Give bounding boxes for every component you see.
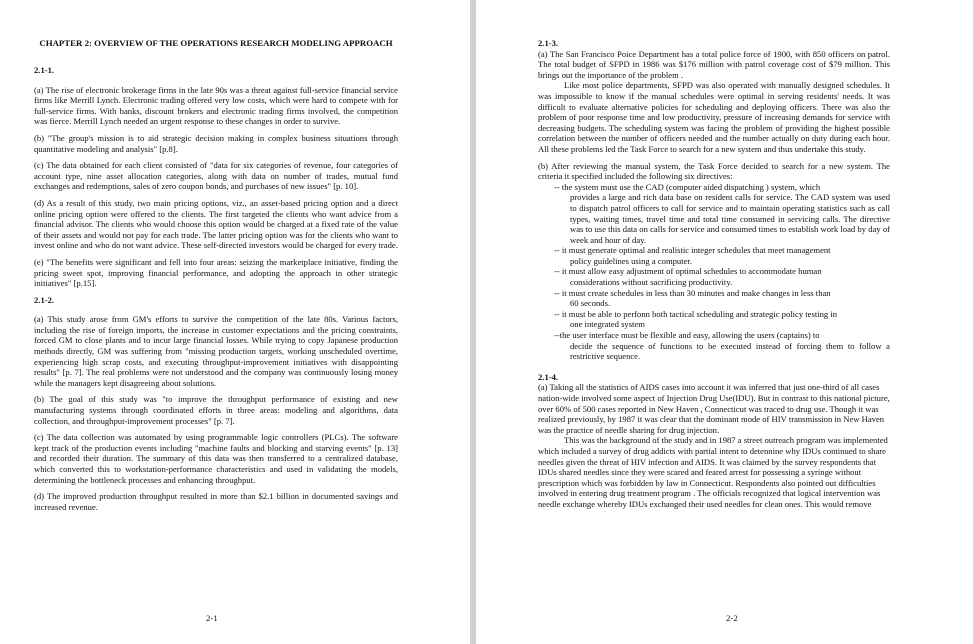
directive-head: -- it must create schedules in less than 30 minutes and make changes in less than bbox=[554, 287, 831, 298]
page-right-content bbox=[538, 38, 890, 516]
paragraph-2-1-4-a-continued: This was the background of the study and in 1987 a street outreach program was implemented which included a survey of drug addicts with partial intent to detennine why IDUs continued to share needles given the threat of HIV infection and AIDS. It was claimed by the survey respondents that IDUs shared needles since they were scared and feared arrest for possessing a syringe without prescription which was forbidden by law in Connecticut. Respondents also pointed out difficulties involved in entering drug treatment program . The officials recognized that logical intervention was needle exchange whereby IDUs exchanged their used needles for clean ones. This would remove bbox=[538, 435, 888, 509]
directive-item bbox=[538, 309, 890, 330]
paragraph-2-1-1-b: (b) "The group's mission is to aid strategic decision making in complex business situations through quantitative modeling and analysis" [p.8]. bbox=[34, 132, 398, 154]
directive-head: -- it must generate optimal and realistic integer schedules that meet management bbox=[554, 245, 831, 256]
directive-continuation: policy guidelines using a computer. bbox=[570, 255, 692, 266]
paragraph-2-1-1-a: (a) The rise of electronic brokerage firms in the late 90s was a threat against full-service financial service firms like Merrill Lynch. Electronic trading offered very low costs, which were hard to compete with for full-service firms. With banks, discount brokers and electronic trading firms involved, the competition was fierce. Merrill Lynch needed an urgent response to these changes in order to survive. bbox=[34, 84, 398, 127]
paragraph-2-1-3-a-continued: Like most police departments, SFPD was also operated with manually designed schedules. It was impossible to know if the manual schedules were optimal in serving residents' needs. It was difficult to evaluate alternative policies for scheduling and deploying officers. There was also the problem of poor response time and low productivity, pressure of increasing demands for service with decreasing budgets. The scheduling system was facing the problem of providing the highest possible correlation between the number of officers needed and the number actually on duty during each hour. All these problems led the Task Force to search for a new system and thus undertake this study. bbox=[538, 80, 890, 154]
page-left-content bbox=[34, 38, 398, 518]
directive-item bbox=[538, 288, 890, 309]
directive-head: --the user interface must be flexible and easy, allowing the users (captains) to bbox=[554, 330, 820, 341]
paragraph-2-1-3-a: (a) The San Francisco Poice Department has a total police force of 1900, with 850 officers on patrol. The total budget of SFPD in 1986 was $176 million with patrol coverage cost of $79 million. This brings out the importance of the problem . bbox=[538, 48, 890, 80]
directive-item bbox=[538, 266, 890, 287]
directive-item bbox=[538, 245, 890, 266]
paragraph-2-1-2-b: (b) The goal of this study was "to improve the throughput performance of existing and new manufacturing systems through coordinated efforts in three areas: modeling and algorithms, data collection, and throughput-improvement processes" [p. 7]. bbox=[34, 394, 398, 426]
page-left bbox=[0, 0, 470, 644]
paragraph-2-1-2-c: (c) The data collection was automated by using programmable logic controllers (PLCs). The software kept track of the production events including "machine faults and blocking and starving events" [p. 13] and recorded their duration. The summary of this data was then transferred to a centralized database, which converted this to workstation-performance characteristics and used in validating the models, determining the bottleneck processes and enhancing throughput. bbox=[34, 432, 398, 485]
directive-item bbox=[538, 330, 890, 362]
paragraph-2-1-1-d: (d) As a result of this study, two main pricing options, viz., an asset-based pricing option and a direct online pricing option were offered to the clients. The first targeted the clients who want advice from a financial advisor. The clients who would choose this option would be charged at a fixed rate of the value of their assets and would not pay for each trade. The latter pricing option was for the clients who want to invest online and who do not want advice. These self-directed investors would be charged for every trade. bbox=[34, 197, 398, 251]
chapter-title: CHAPTER 2: OVERVIEW OF THE OPERATIONS RESEARCH MODELING APPROACH bbox=[39, 38, 393, 48]
directive-head: -- the system must use the CAD (computer aided dispatching ) system, which bbox=[554, 181, 821, 192]
section-heading-2-1-2: 2.1-2. bbox=[34, 294, 55, 305]
directive-continuation: 60 seconds. bbox=[570, 298, 611, 309]
section-heading-2-1-1: 2.1-1. bbox=[34, 65, 55, 75]
directive-item bbox=[538, 182, 890, 246]
paragraph-2-1-3-b: (b) After reviewing the manual system, the Task Force decided to search for a new system. The criteria it specified included the following six directives: bbox=[538, 160, 890, 182]
section-heading-2-1-3: 2.1-3. bbox=[538, 38, 559, 48]
directive-continuation: considerations without sacrificing productivity. bbox=[570, 277, 733, 288]
paragraph-2-1-4-a: (a) Taking all the statistics of AIDS cases into account it was inferred that just one-third of all cases nation-wide involved some aspect of Injection Drug Use(IDU). But in contrast to this national picture, over 60% of 500 cases reported in New Haven , Connecticut was traced to drug use. Though it was realized previously, by 1987 it was clear that the dominant mode of HIV transmission in New Haven was the practice of needle sharing for drug injection. bbox=[538, 382, 890, 435]
directive-head: -- it must allow easy adjustment of optimal schedules to accommodate human bbox=[554, 266, 822, 277]
paragraph-2-1-1-e: (e) "The benefits were significant and fell into four areas: seizing the marketplace initiative, finding the pricing sweet spot, improving financial performance, and adopting the approach in other strategic initiatives" [p.15]. bbox=[34, 256, 398, 289]
directive-continuation: provides a large and rich data base on resident calls for service. The CAD system was used to dispatch patrol officers to call for service and to maintain operating statistics such as call types, waiting times, travel time and total time consumed in servicing calls. The directive was to use this data on calls for service and consumed times to establish work load by day of week and hour of day. bbox=[570, 192, 890, 245]
directive-head: -- it must be able to perfonn both tactical scheduling and strategic policy testing in bbox=[554, 308, 838, 319]
paragraph-2-1-1-c: (c) The data obtained for each client consisted of "data for six categories of revenue, four categories of account type, nine asset allocation categories, along with data on number of trades, mutual fund exchanges and redemptions, sales of zero coupon bonds, and purchases of new issues" [p. 10]. bbox=[34, 160, 398, 192]
directive-continuation: one integrated system bbox=[570, 319, 645, 330]
section-heading-2-1-4: 2.1-4. bbox=[538, 371, 559, 382]
page-number-left: 2-1 bbox=[206, 613, 218, 623]
page-right bbox=[476, 0, 973, 644]
page-number-right: 2-2 bbox=[726, 613, 738, 623]
directive-continuation: decide the sequence of functions to be executed instead of forcing them to follow a restrictive sequence. bbox=[570, 340, 890, 362]
paragraph-2-1-2-a: (a) This study arose from GM's efforts to survive the competition of the late 80s. Various factors, including the rise of foreign imports, the increase in customer expectations and the pricing constraints, forced GM to close plants and to incur large financial losses. While trying to copy Japanese production methods directly, GM was suffering from "missing production targets, working unscheduled overtime, experiencing high scrap costs, and executing throughput-improvement initiatives with disappointing results" [p. 7]. The real problems were not understood and the company was continuously losing money while the managers kept disagreeing about solutions. bbox=[34, 314, 398, 388]
paragraph-2-1-2-d: (d) The improved production throughput resulted in more than $2.1 billion in documented savings and increased revenue. bbox=[34, 491, 398, 512]
